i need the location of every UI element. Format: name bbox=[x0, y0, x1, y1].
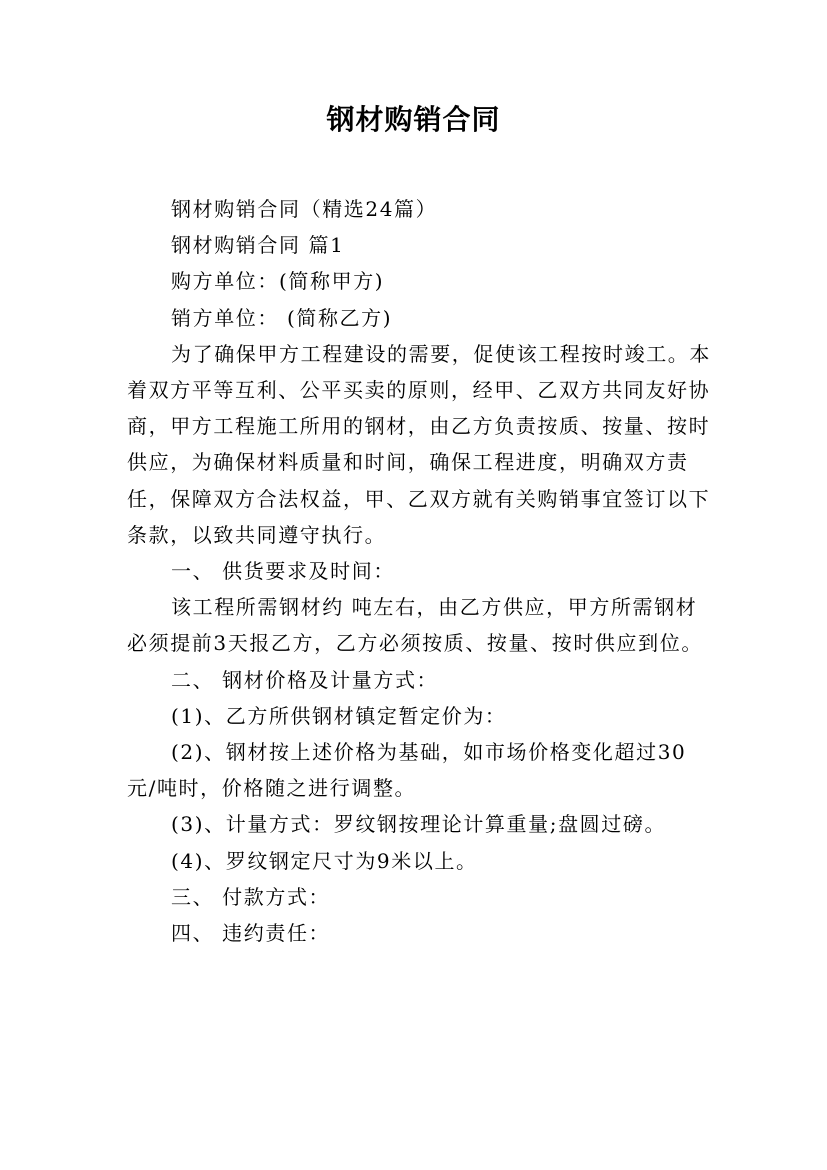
price-item-4: (4)、罗纹钢定尺寸为9米以上。 bbox=[171, 848, 478, 873]
price-item-1: (1)、乙方所供钢材镇定暂定价为： bbox=[171, 703, 507, 728]
clause-heading-liability: 四、 违约责任： bbox=[171, 921, 331, 946]
price-item-2: (2)、钢材按上述价格为基础，如市场价格变化超过30元/吨时，价格随之进行调整。 bbox=[127, 740, 687, 801]
document-title: 钢材购销合同 bbox=[326, 103, 501, 136]
section-heading: 钢材购销合同 篇1 bbox=[171, 233, 345, 258]
document-body bbox=[127, 191, 711, 951]
clause-heading-payment: 三、 付款方式： bbox=[171, 884, 331, 909]
preamble-paragraph: 为了确保甲方工程建设的需要，促使该工程按时竣工。本着双方平等互利、公平买卖的原则，经甲、乙双方共同友好协商，甲方工程施工所用的钢材，由乙方负责按质、按量、按时供应，为确保材料质量和时间，确保工程进度，明确双方责任，保障双方合法权益，甲、乙双方就有关购销事宜签订以下条款，以致共同遵守执行。 bbox=[127, 341, 711, 547]
supply-paragraph: 该工程所需钢材约 吨左右，由乙方供应，甲方所需钢材必须提前3天报乙方，乙方必须按质、按量、按时供应到位。 bbox=[127, 595, 703, 656]
buyer-unit-line: 购方单位：(简称甲方) bbox=[171, 269, 385, 294]
clause-heading-supply: 一、 供货要求及时间： bbox=[171, 559, 395, 584]
subtitle-paragraph: 钢材购销合同（精选24篇） bbox=[171, 197, 438, 221]
clause-heading-price: 二、 钢材价格及计量方式： bbox=[171, 667, 439, 692]
price-item-3: (3)、计量方式：罗纹钢按理论计算重量;盘圆过磅。 bbox=[171, 812, 667, 837]
seller-unit-line: 销方单位： (简称乙方) bbox=[171, 305, 393, 330]
